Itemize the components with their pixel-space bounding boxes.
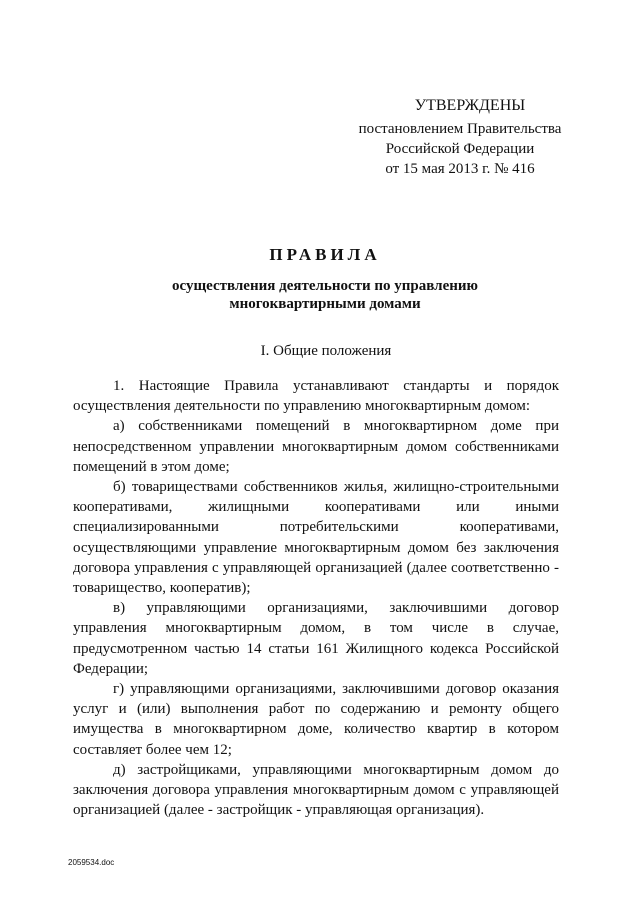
approval-stamp [340,96,580,179]
paragraph-v: в) управляющими организациями, заключившими договор управления многоквартирным домом, в том числе в случае, предусмотренном частью 14 статьи 161 Жилищного кодекса Российской Федерации; [73,600,559,677]
document-body [73,376,559,820]
section-heading: I. Общие положения [260,343,392,359]
paragraph-g: г) управляющими организациями, заключившими договор оказания услуг и (или) выполнения работ по содержанию и ремонту общего имущества в многоквартирном доме, количество квартир в котором составляет более чем 12; [73,681,559,758]
subtitle-line: осуществления деятельности по управлению [171,278,478,294]
paragraph-b: б) товариществами собственников жилья, жилищно-строительными кооперативами, жилищными кооперативами или иными специализированными потребительскими кооперативами, осуществляющими управление многоквартирным домом без заключения договора управления с управляющей организацией (далее соответственно - товарищество, кооператив); [73,479,559,597]
footer-filename: 2059534.doc [68,858,115,867]
approval-line: постановлением Правительства [358,121,562,137]
paragraph-d: д) застройщиками, управляющими многоквартирным домом до заключения договора управления многоквартирным домом с управляющей организацией (далее - застройщик - управляющая организация). [73,761,559,819]
paragraph-a: а) собственниками помещений в многоквартирном доме при непосредственном управлении многоквартирным домом собственниками помещений в этом доме; [73,418,559,475]
title-block [0,245,640,313]
document-subtitle [10,277,640,313]
subtitle-line: многоквартирными домами [229,296,421,312]
approval-line: от 15 мая 2013 г. № 416 [385,161,535,177]
document-title: ПРАВИЛА [269,245,381,264]
paragraph-1: 1. Настоящие Правила устанавливают стандарты и порядок осуществления деятельности по управлению многоквартирным домом: [73,378,559,415]
approval-heading: УТВЕРЖДЕНЫ [414,97,526,114]
approval-line: Российской Федерации [385,141,535,157]
